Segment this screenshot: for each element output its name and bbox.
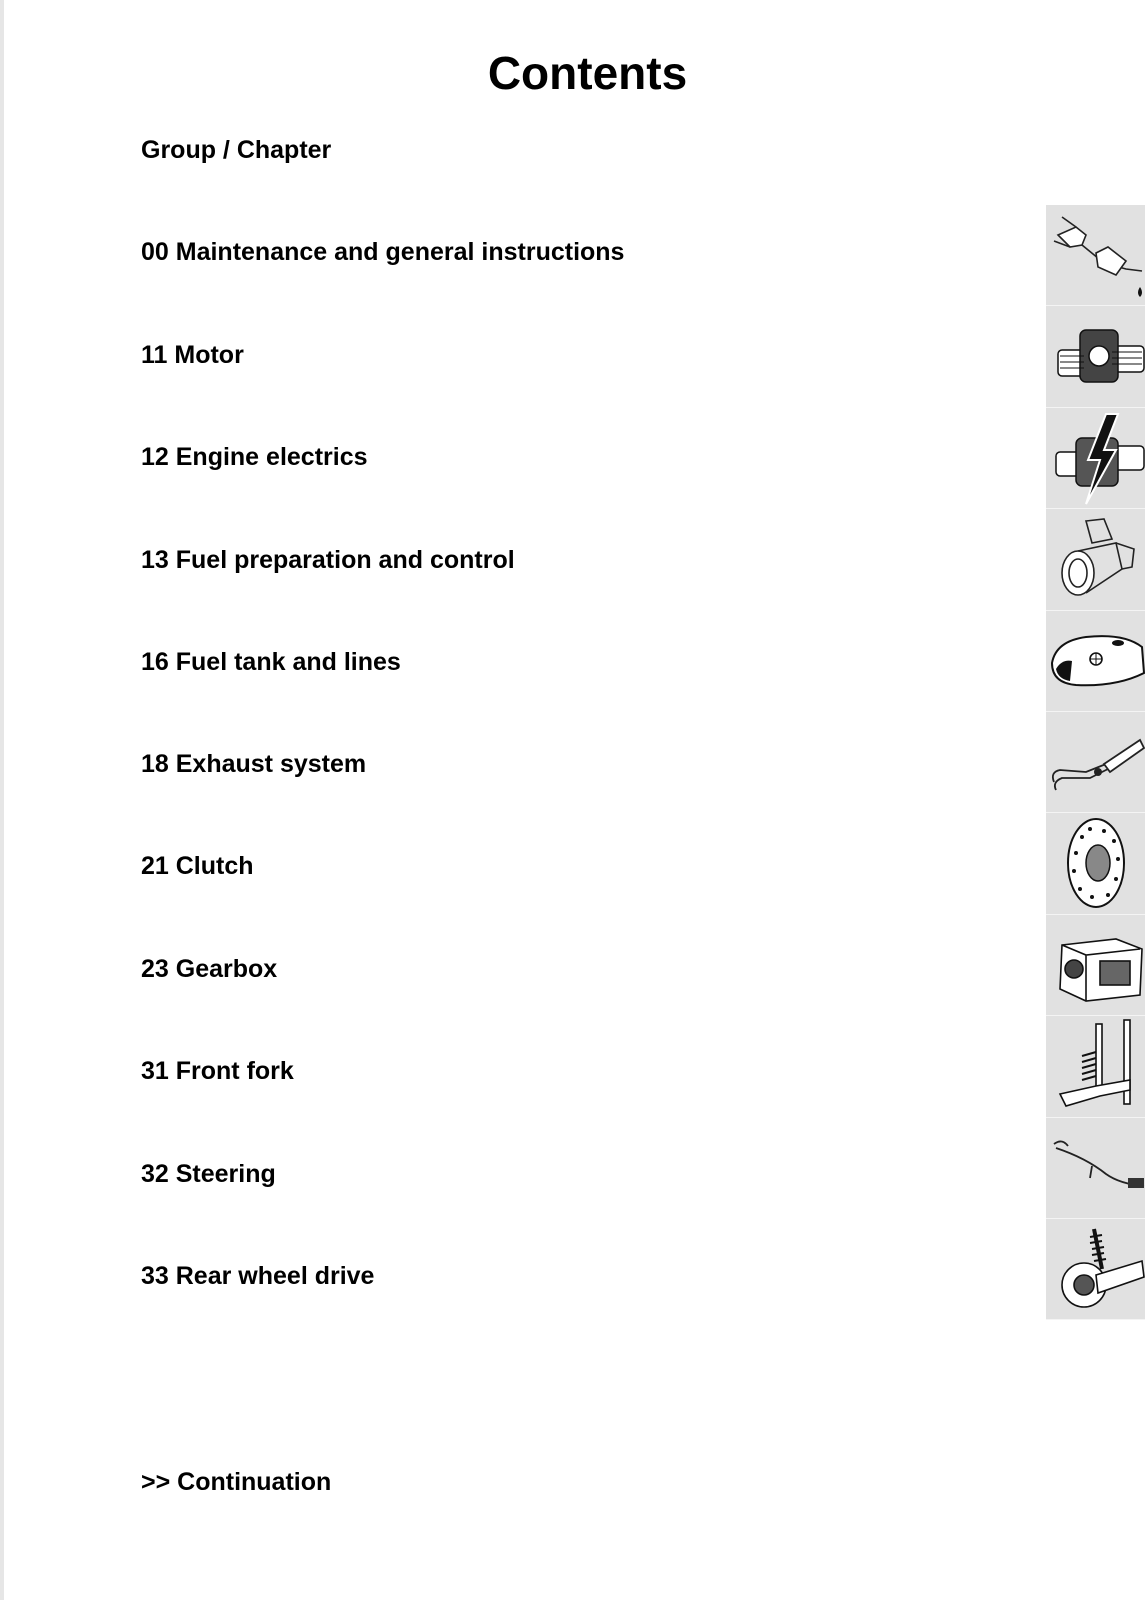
- gearbox-icon: [1046, 915, 1145, 1015]
- chapter-link-11[interactable]: 11 Motor: [141, 341, 244, 369]
- chapter-tab-21[interactable]: [1046, 813, 1145, 914]
- chapter-tab-strip: [1046, 205, 1145, 1320]
- chapter-link-00[interactable]: 00 Maintenance and general instructions: [141, 238, 625, 266]
- chapter-link-33[interactable]: 33 Rear wheel drive: [141, 1262, 375, 1290]
- rear-drive-icon: [1046, 1219, 1145, 1319]
- chapter-link-23[interactable]: 23 Gearbox: [141, 955, 278, 983]
- chapter-tab-18[interactable]: [1046, 712, 1145, 813]
- chapter-tab-33[interactable]: [1046, 1219, 1145, 1320]
- exhaust-icon: [1046, 712, 1145, 812]
- continuation-link[interactable]: >> Continuation: [141, 1468, 332, 1496]
- oil-can-hand-icon: [1046, 205, 1145, 305]
- chapter-link-12[interactable]: 12 Engine electrics: [141, 443, 368, 471]
- chapter-link-32[interactable]: 32 Steering: [141, 1160, 276, 1188]
- chapter-link-21[interactable]: 21 Clutch: [141, 852, 254, 880]
- chapter-tab-32[interactable]: [1046, 1118, 1145, 1219]
- chapter-tab-31[interactable]: [1046, 1016, 1145, 1117]
- engine-lightning-icon: [1046, 408, 1145, 508]
- chapter-link-31[interactable]: 31 Front fork: [141, 1057, 294, 1085]
- chapter-tab-13[interactable]: [1046, 509, 1145, 610]
- chapter-tab-00[interactable]: [1046, 205, 1145, 306]
- chapter-tab-23[interactable]: [1046, 915, 1145, 1016]
- page-title: Contents: [487, 47, 688, 99]
- front-fork-icon: [1046, 1016, 1145, 1116]
- chapter-link-18[interactable]: 18 Exhaust system: [141, 750, 367, 778]
- chapter-link-16[interactable]: 16 Fuel tank and lines: [141, 648, 401, 676]
- engine-icon: [1046, 306, 1145, 406]
- chapter-tab-12[interactable]: [1046, 408, 1145, 509]
- clutch-disc-icon: [1046, 813, 1145, 913]
- chapter-tab-16[interactable]: [1046, 611, 1145, 712]
- chapter-tab-11[interactable]: [1046, 306, 1145, 407]
- group-chapter-header: Group / Chapter: [141, 136, 332, 164]
- fuel-tank-icon: [1046, 611, 1145, 711]
- handlebar-icon: [1046, 1118, 1145, 1218]
- chapter-link-13[interactable]: 13 Fuel preparation and control: [141, 546, 515, 574]
- throttle-body-icon: [1046, 509, 1145, 609]
- page-left-edge: [0, 0, 4, 1600]
